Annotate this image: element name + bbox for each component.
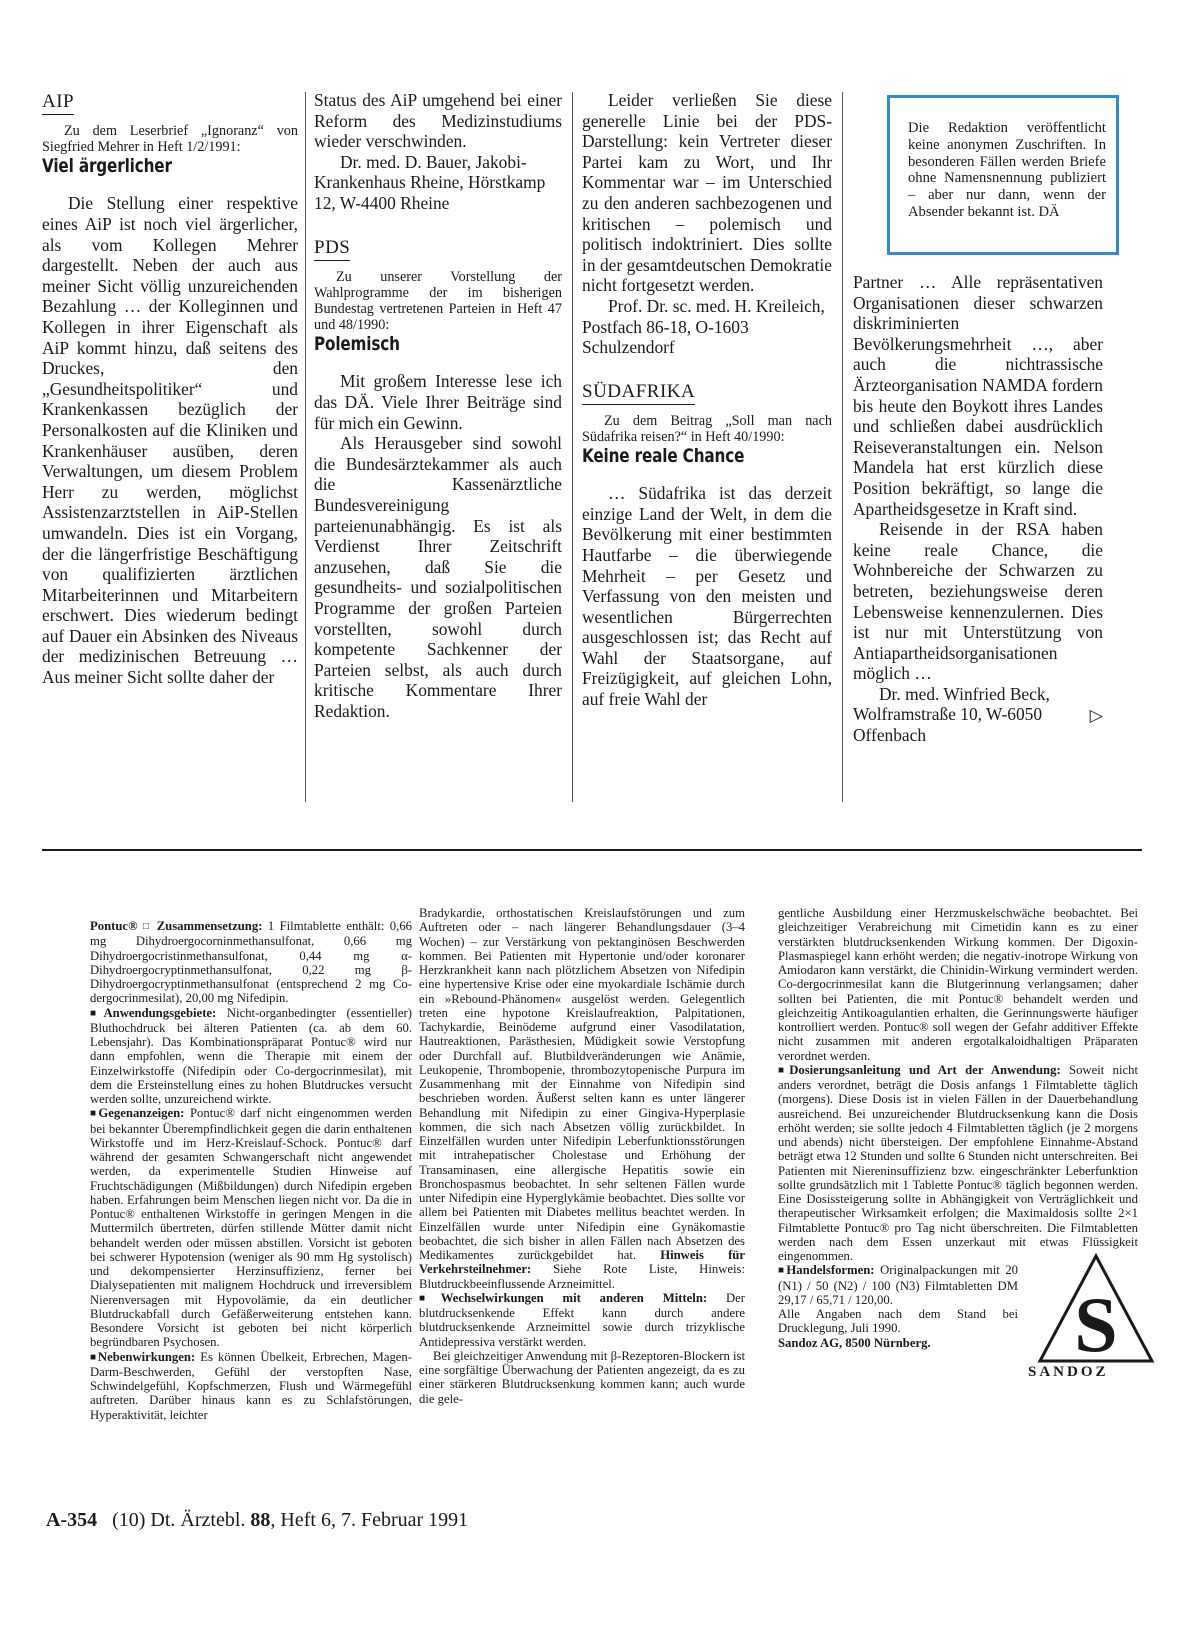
letter-signature — [853, 684, 1103, 746]
section-rule — [42, 849, 1142, 851]
side-effects-text: Bradykardie, orthostatischen Kreislaufstörungen und zum Auftreten oder – nach längerer Behandlungsdauer (3–4 Wochen) – zur Verstärkung von pektanginösen Beschwerden kommen. Bei Patienten mit Hypertonie und/oder koronarer Herzkrankheit kann nach plötzlichem Absetzen von Nifedipin eine hypertensive Krise oder eine myokardiale Ischämie durch ein »Rebound-Phänomen« ausgelöst werden. Gelegentlich treten eine hypotone Kreislaufreaktion, Palpitationen, Tachykardie, Beinödeme aufgrund einer Vasodilatation, Hautreaktionen, Parästhesien, Müdigkeit sowie Verstopfung oder Durchfall auf. Blutbildveränderungen wie Anämie, Leukopenie, Thrombopenie, thrombozytopenische Purpura im Zusammenhang mit der Einnahme von Nifedipin sind beschrieben worden. Äußerst selten kann es unter längerer Behandlung mit Nifedipin zu einer Gingiva-Hyperplasie kommen, die sich nach Absetzen völlig zurückbildet. In Einzelfällen wurden unter Nifedipin Leberfunktionsstörungen mit intrahepatischer Cholestase und Erhöhung der Transaminasen, eine allergische Hepatitis sowie ein Bronchospasmus beobachtet. In sehr seltenen Fällen wurde unter Nifedipin eine Hyperglykämie beobachtet. Dies sollte vor allem bei Patienten mit Diabetes mellitus beachtet werden. In Einzelfällen wurde unter Nifedipin eine Gynäkomastie beobachtet, die sich bisher in allen Fällen nach Absetzen des Medikamentes zurückgebildet hat. — [419, 906, 745, 1262]
ad-interactions-continued: gentliche Ausbildung einer Herzmuskelschwäche beobachtet. Bei gleichzeitiger Verabreichung mit Cimetidin kann es zu einer verstärkten blutdrucksenkenden Wirkung kommen. Der Digoxin-Plasmaspiegel kann erhöht werden; die negativ-inotrope Wirkung von Amiodaron kann verstärkt, die Chinidin-Wirkung vermindert werden. Co-dergocrinmesilat kann die Blutgerinnung verlangsamen; daher sollten bei Patienten, die mit Pontuc® behandelt werden und gleichzeitig Antikoagulantien erhalten, die Gerinnungswerte häufiger kontrolliert werden. Pontuc® soll wegen der Gefahr additiver Effekte nicht zusammen mit anderen ergotalkaloidhaltigen Präparaten verordnet werden. — [778, 906, 1138, 1063]
ad-contraindications — [90, 1106, 412, 1349]
logo-letter: S — [1074, 1281, 1118, 1365]
letter-body: Mit großem Interesse lese ich das DÄ. Viele Ihrer Beiträge sind für mich ein Gewinn. — [314, 371, 562, 433]
packaging-text: Originalpackungen mit 20 (N1) / 50 (N2) / 100 (N3) Filmtabletten DM 29,17 / 65,71 / 120,00. — [778, 1263, 1019, 1307]
label-wechselwirkungen: Wechselwirkungen mit anderen Mitteln: — [440, 1290, 708, 1305]
letter-headline: Keine reale Chance — [582, 446, 745, 468]
hinweis-text: Siehe Rote Liste, Hinweis: Blutdruckbeeinflussende Arzneimittel. — [419, 1262, 745, 1291]
label-handelsformen: Handelsformen: — [786, 1263, 875, 1278]
column-divider — [572, 92, 573, 802]
ad-stand: Alle Angaben nach dem Stand bei Drucklegung, Juli 1990. — [778, 1307, 1018, 1336]
journal-volume: 88 — [250, 1509, 271, 1531]
label-anwendungsgebiete: Anwendungsgebiete: — [103, 1005, 217, 1020]
label-gegenanzeigen: Gegenanzeigen: — [98, 1106, 185, 1121]
continue-arrow-icon: ▷ — [1089, 705, 1103, 726]
page-number: A-354 — [46, 1509, 98, 1531]
label-hinweis: Hinweis für Verkehrsteilnehmer: — [419, 1248, 745, 1277]
editorial-notice-box: Die Redaktion veröffentlicht keine anonymen Zuschriften. In besonderen Fällen werden Briefe ohne Namensnennung publiziert – aber nur dann, wenn der Absender bekannt ist. DÄ — [887, 95, 1119, 255]
ad-side-effects-continued — [419, 906, 745, 1291]
label-dosierung: Dosierungsanleitung und Art der Anwendung: — [789, 1062, 1061, 1077]
column-divider — [305, 92, 306, 802]
letter-reference: Zu dem Beitrag „Soll man nach Südafrika reisen?“ in Heft 40/1990: — [582, 412, 832, 445]
square-bullet-icon: ■ — [90, 1007, 104, 1019]
ad-composition — [90, 919, 412, 1006]
ad-packaging — [778, 1263, 1018, 1307]
letter-body: Als Herausgeber sind sowohl die Bundesärztekammer als auch die Kassenärztliche Bundesvereinigung parteienunabhängig. Es ist als Verdienst Ihrer Zeitschrift anzusehen, daß Sie die gesundheits- und sozialpolitischen Programme der großen Parteien vorstellten, sowohl durch kompetente Sachkenner der Parteien selbst, als auch durch kritische Kommentare Ihrer Redaktion. — [314, 433, 562, 721]
label-zusammensetzung: Zusammensetzung: — [156, 919, 263, 933]
letter-column-1 — [42, 90, 298, 688]
letter-headline: Polemisch — [314, 334, 400, 356]
letter-reference: Zu dem Leserbrief „Ignoranz“ von Siegfried Mehrer in Heft 1/2/1991: — [42, 123, 298, 156]
letter-column-2 — [314, 90, 562, 721]
indications-text: Nicht-organbedingter (essentieller) Bluthochdruck bei älteren Patienten (ca. ab dem 60. Lebensjahr). Das Kombinationspräparat Pontuc® wird nur dann empfohlen, wenn die Therapie mit einem der Einzelwirkstoffe (Nifedipin oder Co-dergocrinmesilat), mit dem die Ersteinstellung eines zu hohen Blutdruckes versucht werden sollte, unzureichend wirkte. — [90, 1005, 412, 1106]
issue-date: , Heft 6, 7. Februar 1991 — [270, 1509, 469, 1531]
column-divider — [842, 92, 843, 802]
journal-name: (10) Dt. Ärztebl. — [112, 1509, 251, 1531]
section-heading-suedafrika: SÜDAFRIKA — [582, 380, 695, 405]
page-footer — [46, 1508, 468, 1532]
signature-text: Dr. med. Winfried Beck, Wolframstraße 10, W-6050 Offenbach — [853, 683, 1050, 746]
letter-reference: Zu unserer Vorstellung der Wahlprogramme der im bisherigen Bundestag vertretenen Parteien in Heft 47 und 48/1990: — [314, 268, 562, 334]
letter-column-3 — [582, 90, 832, 710]
square-bullet-icon: □ — [142, 921, 152, 932]
company-name: Sandoz AG, 8500 Nürnberg. — [778, 1335, 931, 1350]
letter-body: Leider verließen Sie diese generelle Linie bei der PDS-Darstellung: kein Vertreter dieser Partei kam zu Wort, und Ihr Kommentar war – im Unterschied zu den anderen sachbezogenen und kritischen – polemisch und politisch indoktriniert. Dies sollte in der gesamtdeutschen Demokratie nicht fortgesetzt werden. — [582, 90, 832, 296]
contraindications-text: Pontuc® darf nicht eingenommen werden bei bekannter Überempfindlichkeit gegen die darin enthaltenen Wirkstoffe und im Herz-Kreislauf-Schock. Pontuc® darf während der gesamten Schwangerschaft nicht angewendet werden, da experimentelle Studien Hinweise auf Fruchtschädigungen (Mißbildungen) durch Nifedipin ergeben haben. Erfahrungen beim Menschen liegen nicht vor. Da die in Pontuc® enthaltenen Wirkstoffe in geringen Mengen in die Muttermilch übertreten, dürfen stillende Mütter damit nicht behandelt werden oder müssen abstillen. Vorsicht ist geboten bei schwerer Hypotension (weniger als 90 mm Hg systolisch) und dekompensierter Herzinsuffizienz, ferner bei Dialysepatienten mit malignem Hochdruck und irreversiblem Nierenversagen mit Hypovolämie, da ein deutlicher Blutdruckabfall durch Gefäßerweiterung entstehen kann. Besondere Vorsicht ist geboten bei nicht körperlich begründbaren Psychosen. — [90, 1106, 413, 1350]
side-effects-text: Es können Übelkeit, Erbrechen, Magen-Darm-Beschwerden, Gefühl der verstopften Nase, Schwindelgefühl, Kopfschmerzen, Flush und Wärmegefühl auftreten. Darüber hinaus kann es zu Schlafstörungen, Hyperaktivität, leichter — [90, 1349, 412, 1422]
ad-dosage — [778, 1063, 1138, 1264]
letter-body: … Südafrika ist das derzeit einzige Land der Welt, in dem die Bevölkerung mit einer bestimmten Hautfarbe – die überwiegende Mehrheit – per Gesetz und Verfassung von den meisten und wesentlichen Bürgerrechten ausgeschlossen ist; das Recht auf Wahl der Staatsorgane, auf Freizügigkeit, auf gleichen Lohn, auf freie Wahl der — [582, 483, 832, 710]
letter-column-4 — [853, 272, 1103, 746]
dosage-text: Soweit nicht anders verordnet, beträgt die Dosis anfangs 1 Filmtablette täglich (morgens). Diese Dosis ist in vielen Fällen in der Dauerbehandlung ausreichend. Bei unzureichender Blutdrucksenkung kann die Dosis erhöht werden; sie sollte jedoch 4 Filmtabletten täglich (je 2 morgens und abends) nicht übersteigen. Der empfohlene Einnahme-Abstand beträgt etwa 12 Stunden und sollte 6 Stunden nicht unterschreiten. Bei Patienten mit Niereninsuffizienz bzw. eingeschränkter Leberfunktion sollte grundsätzlich mit 1 Tablette Pontuc® täglich begonnen werden. Eine Dosissteigerung sollte in Abhängigkeit von Verträglichkeit und therapeutischer Wirksamkeit erfolgen; die Maximaldosis sollte 2×1 Filmtablette Pontuc® pro Tag nicht überschreiten. Die Filmtabletten werden nach dem Essen unzerkaut mit etwas Flüssigkeit eingenommen. — [778, 1062, 1138, 1263]
letter-body: Die Stellung einer respektive eines AiP ist noch viel ärgerlicher, als vom Kollegen Mehrer dargestellt. Neben der auch aus meiner Sicht völlig unzureichenden Bezahlung … der Kolleginnen und Kollegen in ihrer Eigenschaft als AiP kommt hinzu, daß seitens des Druckes, den „Gesundheitspolitiker“ und Krankenkassen bezüglich der Personalkosten auf die Kliniken und Krankenhäuser ausüben, deren Verwaltungen, um diesem Problem Herr zu werden, möglichst Assistenzarztstellen in AiP-Stellen umwandeln. Dies ist ein Vorgang, der die längerfristige Beschäftigung von qualifizierten ärztlichen Mitarbeiterinnen und Mitarbeitern erschwert. Dies wiederum bedingt auf Dauer ein Absinken des Niveaus der medizinischen Betreuung … Aus meiner Sicht sollte daher der — [42, 193, 298, 688]
ad-interactions-continued: Bei gleichzeitiger Anwendung mit β-Rezeptoren-Blockern ist eine sorgfältige Überwachung der Patienten angezeigt, da es zu einer stärkeren Blutdrucksenkung kommen kann; auch wurde die gele- — [419, 1348, 745, 1406]
letter-body-continued: Status des AiP umgehend bei einer Reform des Medizinstudiums wieder verschwinden. — [314, 90, 562, 152]
ad-interactions — [419, 1291, 745, 1349]
square-bullet-icon: ■ — [90, 1351, 98, 1363]
ad-column-1 — [90, 919, 412, 1422]
square-bullet-icon: ■ — [419, 1292, 441, 1304]
interactions-text: Der blutdrucksenkende Effekt kann durch andere blutdrucksenkende Arzneimittel sowie durch trizyklische Antidepressiva verstärkt werden. — [419, 1290, 745, 1349]
letter-body: Reisende in der RSA haben keine reale Chance, die Wohnbereiche der Schwarzen zu betreten, beziehungsweise deren Lebensweise kennenzulernen. Dies ist nur mit Unterstützung von Antiapartheidsorganisationen möglich … — [853, 519, 1103, 684]
letter-body: Partner … Alle repräsentativen Organisationen dieser schwarzen diskriminierten Bevölkerungsmehrheit …, aber auch die nichtrassische Ärzteorganisation NAMDA fordern bis heute den Boykott ihres Landes und schließen dabei ausdrücklich Reiseveranstaltungen ein. Nelson Mandela hat erst kürzlich diese Position bekräftigt, so lange die Apartheidsgesetze in Kraft sind. — [853, 272, 1103, 519]
section-heading-aip: AIP — [42, 90, 74, 115]
square-bullet-icon: ■ — [778, 1265, 787, 1277]
square-bullet-icon: ■ — [778, 1064, 790, 1076]
ad-indications — [90, 1006, 412, 1107]
ad-side-effects — [90, 1350, 412, 1422]
letter-headline: Viel ärgerlicher — [42, 156, 172, 178]
product-name: Pontuc® — [90, 919, 138, 933]
label-nebenwirkungen: Nebenwirkungen: — [97, 1349, 196, 1364]
composition-text: 1 Filmtablette enthält: 0,66 mg Dihydroergocorninmethansulfonat, 0,66 mg Dihydroergocristinmethansulfonat, 0,44 mg α-Dihydroergocryptinmethansulfonat, 0,22 mg β-Dihydroergocryptinmethansulfonat (entsprechend 2 mg Co-dergocrinmesilat), 20,00 mg Nifedipin. — [90, 919, 413, 1006]
sandoz-logo — [1037, 1253, 1155, 1365]
letter-signature: Prof. Dr. sc. med. H. Kreileich, Postfach 86-18, O-1603 Schulzendorf — [582, 295, 825, 358]
letter-signature: Dr. med. D. Bauer, Jakobi-Krankenhaus Rheine, Hörstkamp 12, W-4400 Rheine — [314, 151, 546, 213]
ad-column-2 — [419, 906, 745, 1406]
brand-name: SANDOZ — [1028, 1364, 1109, 1380]
section-heading-pds: PDS — [314, 236, 350, 261]
square-bullet-icon: ■ — [90, 1108, 99, 1120]
